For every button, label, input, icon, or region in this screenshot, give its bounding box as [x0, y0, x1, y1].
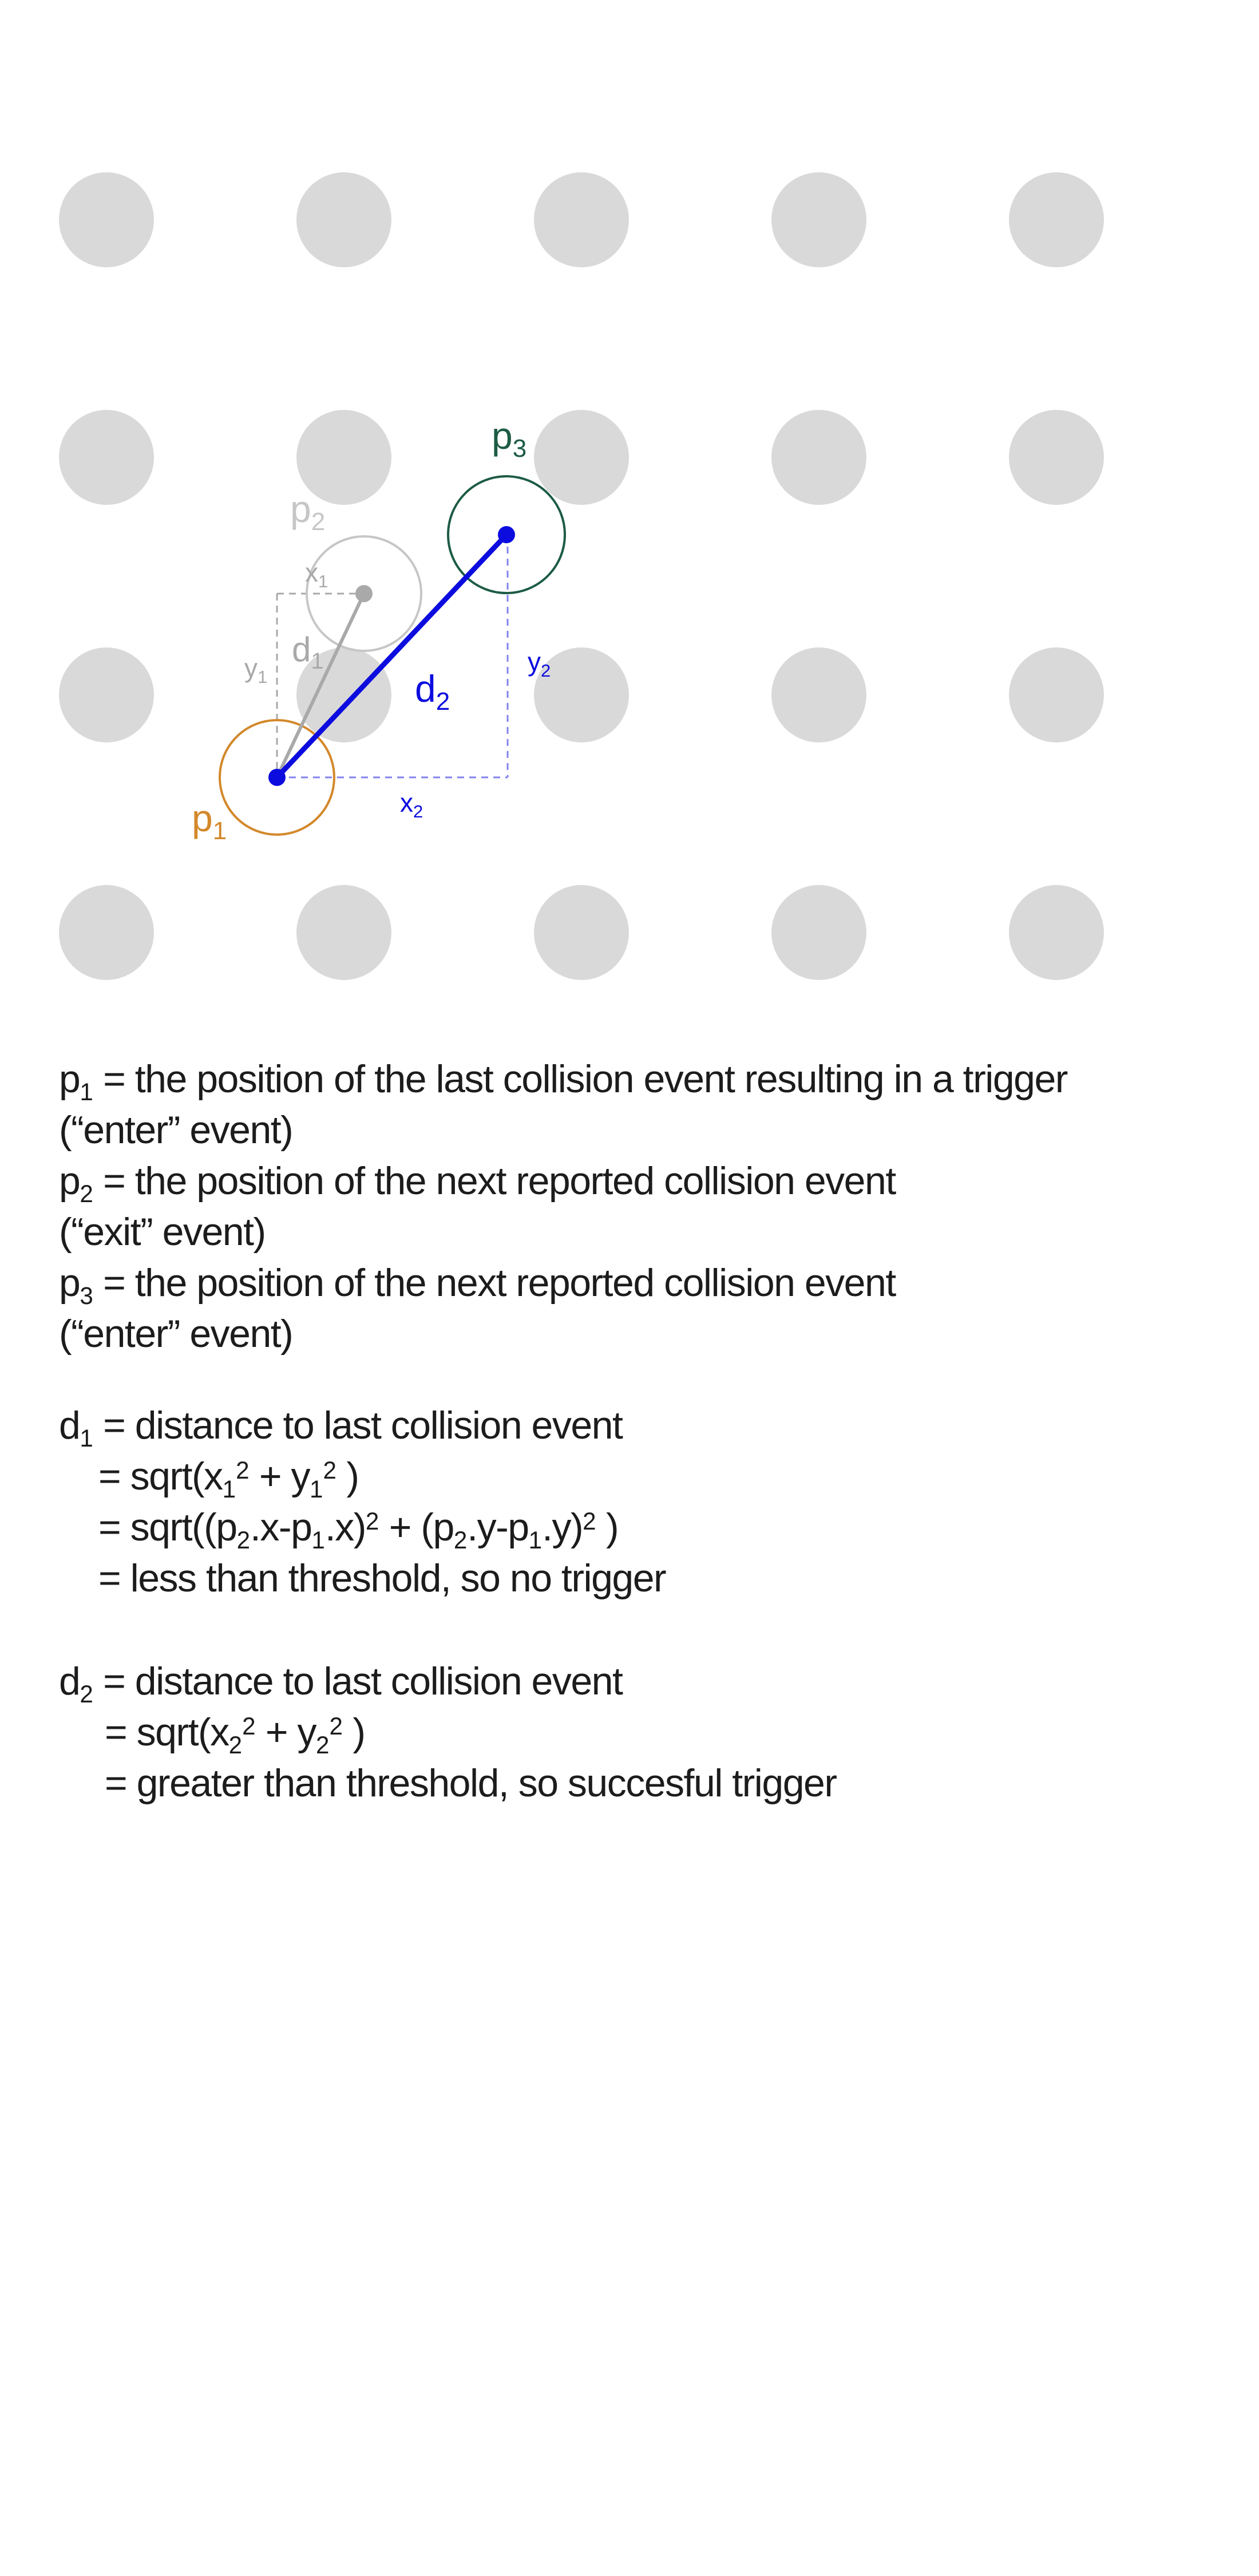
- d1-definition: [59, 1400, 1203, 1451]
- subscript: 1: [310, 1476, 323, 1503]
- y2-label: [528, 647, 551, 681]
- p2-label-sub: 2: [311, 508, 326, 536]
- grid-dot: [1009, 885, 1104, 980]
- text-run: = distance to last collision event: [93, 1660, 623, 1703]
- text-run: d: [59, 1404, 80, 1447]
- subscript: 2: [453, 1527, 468, 1554]
- grid-dot: [771, 885, 866, 980]
- d2-definition: [59, 1656, 1203, 1707]
- x1-label-sub: 1: [318, 571, 328, 591]
- text-run: = sqrt(x: [98, 1455, 223, 1498]
- p3-label: [492, 414, 526, 463]
- p2-event-type: (“exit” event): [59, 1210, 266, 1254]
- subscript: 2: [236, 1527, 251, 1554]
- text-run: ): [342, 1710, 365, 1754]
- x2-label: [400, 788, 423, 821]
- superscript: 2: [323, 1456, 336, 1484]
- grid-dot: [771, 172, 866, 267]
- grid-dot: [771, 647, 866, 742]
- p3-point: [498, 526, 515, 543]
- subscript: 2: [316, 1732, 330, 1759]
- grid-dot: [296, 172, 391, 267]
- p1-label: [192, 797, 227, 845]
- grid-dot: [1009, 647, 1104, 742]
- subscript: 1: [311, 1527, 325, 1554]
- subscript: 2: [80, 1681, 93, 1708]
- grid-dot: [1009, 172, 1104, 267]
- text-run: p: [59, 1261, 80, 1305]
- text-run: = distance to last collision event: [93, 1404, 623, 1447]
- superscript: 2: [242, 1712, 256, 1740]
- grid-dot: [59, 410, 154, 505]
- point-definitions: [59, 1054, 1203, 1360]
- subscript: 1: [80, 1078, 93, 1106]
- text-run: + y: [255, 1710, 316, 1754]
- superscript: 2: [365, 1507, 379, 1535]
- grid-dot: [59, 885, 154, 980]
- grid-dot: [59, 647, 154, 742]
- superscript: 2: [583, 1507, 596, 1535]
- grid-dot: [296, 885, 391, 980]
- notes: [59, 1054, 1203, 1809]
- subscript: 2: [228, 1732, 243, 1759]
- text-run: .x-p: [250, 1506, 312, 1549]
- x2-label-base: x: [400, 788, 413, 817]
- grid: [59, 172, 1104, 980]
- text-run: d: [59, 1660, 80, 1703]
- subscript: 1: [80, 1425, 93, 1452]
- superscript: 2: [236, 1456, 250, 1484]
- p2-point: [355, 585, 373, 602]
- p2-label-base: p: [290, 488, 311, 530]
- text-run: .x): [324, 1506, 366, 1549]
- text-run: = the position of the next reported collision event: [93, 1159, 896, 1203]
- x1-label: [305, 558, 328, 591]
- grid-dot: [1009, 410, 1104, 505]
- text-run: + (p: [379, 1506, 454, 1549]
- y1-label-sub: 1: [258, 667, 268, 687]
- text-run: p: [59, 1159, 80, 1203]
- grid-dot: [59, 172, 154, 267]
- p1-event-type: (“enter” event): [59, 1108, 293, 1152]
- p3-label-sub: 3: [512, 434, 527, 463]
- d1-label: [292, 630, 324, 674]
- grid-dot: [534, 410, 629, 505]
- subscript: 3: [80, 1282, 93, 1310]
- d1-result: [59, 1553, 1203, 1604]
- text-run: = the position of the last collision event resulting in a trigger: [93, 1057, 1067, 1101]
- d2-formula: [59, 1707, 1203, 1758]
- grid-dot: [534, 172, 629, 267]
- d1-formula-expanded: [59, 1502, 1203, 1553]
- text-run: .y): [542, 1506, 583, 1549]
- d1-explanation: [59, 1400, 1203, 1604]
- text-run: .y-p: [467, 1506, 529, 1549]
- text-run: = sqrt((p: [98, 1506, 237, 1549]
- text-run: = greater than threshold, so succesful trigger: [105, 1761, 837, 1805]
- x1-label-base: x: [305, 558, 318, 587]
- text-run: = sqrt(x: [105, 1710, 229, 1754]
- y1-label-base: y: [244, 653, 258, 683]
- x2-label-sub: 2: [413, 801, 423, 821]
- y2-label-base: y: [528, 647, 541, 677]
- subscript: 1: [222, 1476, 236, 1503]
- grid-dot: [534, 885, 629, 980]
- y1-label: [244, 653, 267, 687]
- d1-label-base: d: [292, 630, 311, 669]
- p1-definition: [59, 1054, 1203, 1105]
- p1-label-base: p: [192, 797, 213, 839]
- d2-label: [415, 667, 450, 716]
- subscript: 2: [80, 1180, 93, 1208]
- d1-formula: [59, 1451, 1203, 1502]
- d2-label-sub: 2: [435, 688, 450, 716]
- text-run: = the position of the next reported collision event: [93, 1261, 896, 1305]
- p3-event-type: (“enter” event): [59, 1312, 293, 1356]
- text-run: ): [336, 1455, 359, 1498]
- d2-label-base: d: [415, 667, 436, 710]
- p3-definition: [59, 1258, 1203, 1309]
- text-run: = less than threshold, so no trigger: [98, 1556, 666, 1600]
- d1-label-sub: 1: [311, 649, 324, 674]
- text-run: ): [596, 1506, 619, 1549]
- grid-dot: [771, 410, 866, 505]
- y2-label-sub: 2: [541, 661, 551, 681]
- p2-definition: [59, 1156, 1203, 1207]
- superscript: 2: [329, 1712, 343, 1740]
- d2-result: [59, 1758, 1203, 1809]
- subscript: 1: [528, 1527, 543, 1554]
- text-run: p: [59, 1057, 80, 1101]
- d2-explanation: [59, 1656, 1203, 1809]
- collision-diagram: [0, 0, 1259, 1030]
- text-run: + y: [249, 1455, 310, 1498]
- p1-point: [268, 769, 286, 786]
- p3-label-base: p: [492, 414, 513, 457]
- p1-label-sub: 1: [212, 817, 227, 845]
